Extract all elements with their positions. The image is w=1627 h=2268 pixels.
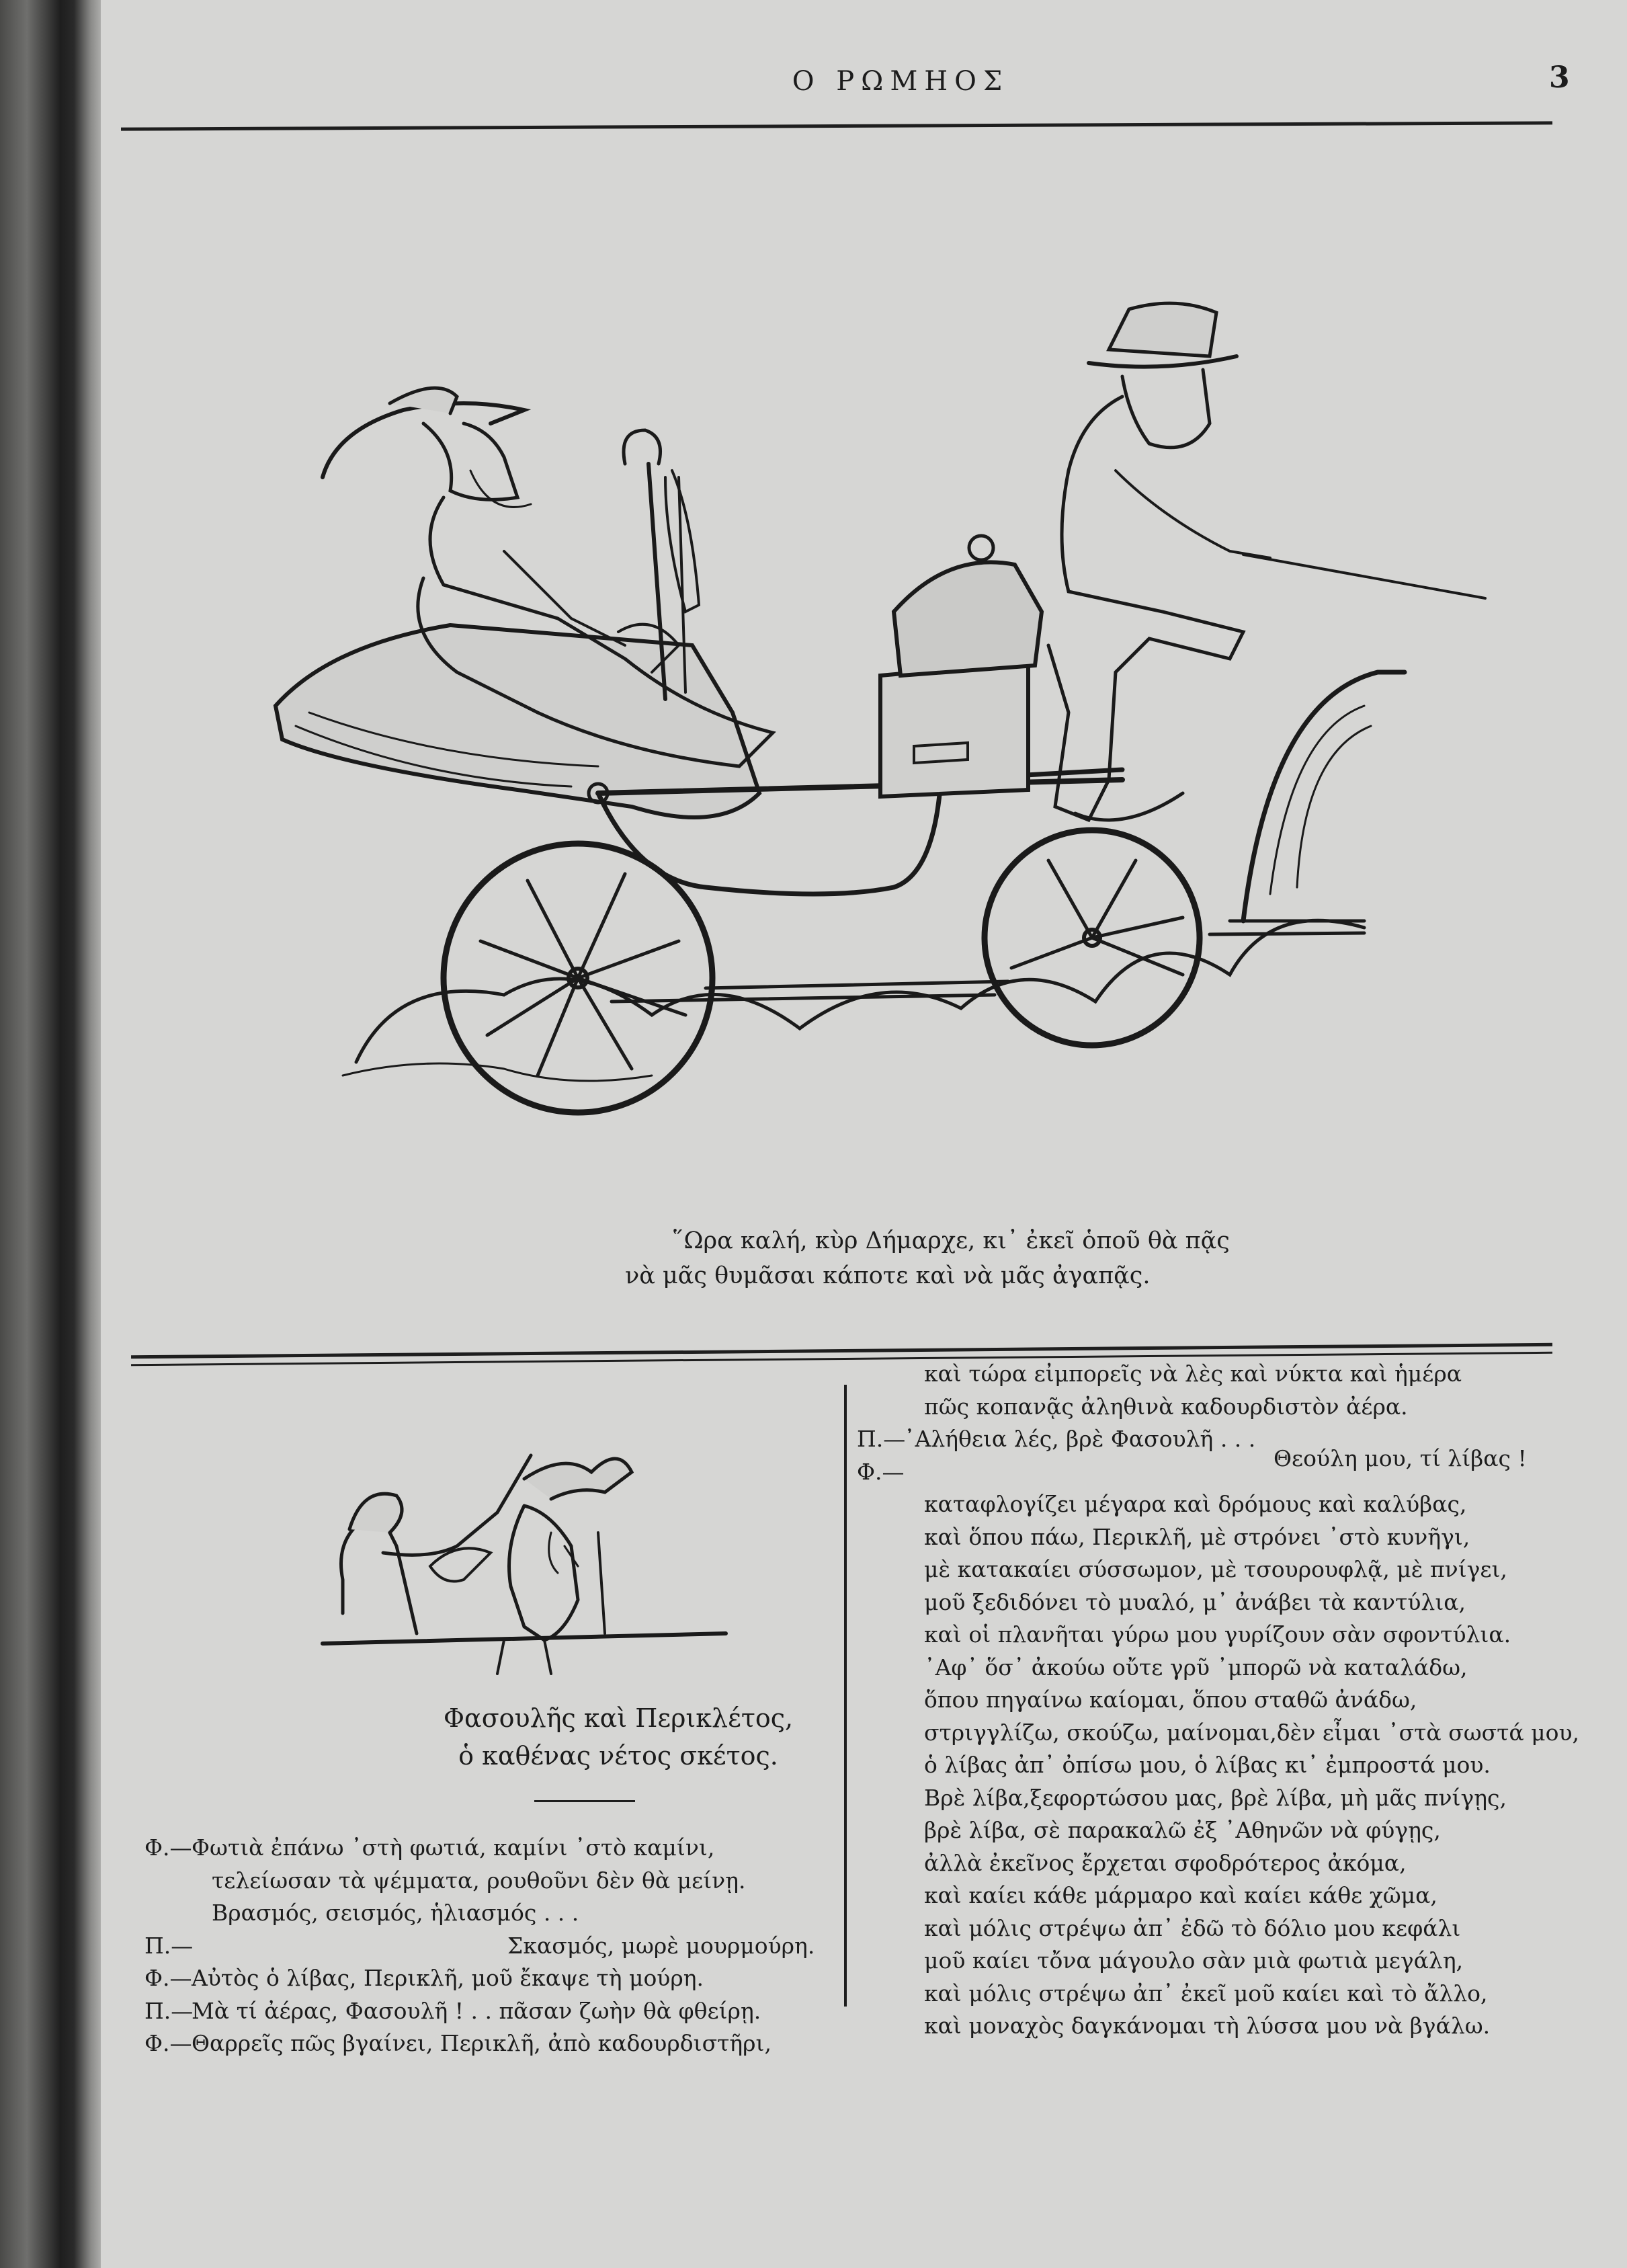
dialogue-line <box>857 2010 1583 2043</box>
dialogue-line <box>144 1962 837 1995</box>
dialogue-line <box>857 1978 1583 2011</box>
line-text: Βρὲ λίβα,ξεφορτώσου μας, βρὲ λίβα, μὴ μᾶς πνίγῃς, <box>924 1784 1507 1811</box>
dialogue-line <box>857 1445 1583 1489</box>
dialogue-line <box>857 1553 1583 1586</box>
line-text: Αὐτὸς ὁ λίβας, Περικλῆ, μοῦ ἔκαψε τὴ μούρη. <box>192 1965 704 1991</box>
speaker-label: Π.— <box>144 1932 194 1959</box>
line-text: τελείωσαν τὰ ψέμματα, ρουθοῦνι δὲν θὰ μείνῃ. <box>212 1867 746 1894</box>
newspaper-page <box>101 0 1627 2268</box>
dialogue-line <box>857 1358 1583 1391</box>
line-text: καὶ μόλις στρέψω ἀπ᾿ ἐδῶ τὸ δόλιο μου κεφάλι <box>924 1914 1461 1941</box>
line-text: στριγγλίζω, σκούζω, μαίνομαι,δὲν εἶμαι ᾿στὰ σωστά μου, <box>924 1719 1580 1746</box>
dialogue-line <box>857 1488 1583 1521</box>
caption-line-1: ῞Ωρα καλή, κὺρ Δήμαρχε, κι᾿ ἐκεῖ ὁποῦ θὰ πᾷς <box>672 1227 1230 1254</box>
line-text: Φωτιὰ ἐπάνω ᾿στὴ φωτιά, καμίνι ᾿στὸ καμίνι, <box>192 1834 715 1861</box>
line-text: ᾿Αφ᾿ ὅσ᾿ ἀκούω οὔτε γρῦ ᾿μπορῶ νὰ καταλάδω, <box>924 1654 1468 1680</box>
line-text: ἀλλὰ ἐκεῖνος ἔρχεται σφοδρότερος ἀκόμα, <box>924 1849 1407 1876</box>
line-text: Μὰ τί ἀέρας, Φασουλῆ ! . . πᾶσαν ζωὴν θὰ φθείρῃ. <box>192 1997 761 2024</box>
dialogue-line <box>857 1521 1583 1554</box>
binding-shadow <box>0 0 108 2268</box>
dialogue-line <box>144 1995 837 2028</box>
speaker-label: Φ.— <box>144 1965 192 1991</box>
line-text: καὶ καίει κάθε μάρμαρο καὶ καίει κάθε χῶμα, <box>924 1882 1437 1908</box>
dialogue-line <box>857 1782 1583 1815</box>
dialogue-line <box>857 1391 1583 1424</box>
header-rule <box>121 121 1552 130</box>
line-text: ὁ λίβας ἀπ᾿ ὀπίσω μου, ὁ λίβας κι᾿ ἐμπροστά μου. <box>924 1752 1491 1778</box>
speaker-label: Φ.— <box>144 1834 192 1861</box>
dialogue-line <box>857 1619 1583 1652</box>
dialogue-line <box>857 1749 1583 1782</box>
dialogue-line <box>144 1930 837 1963</box>
speaker-label: Φ.— <box>144 2030 192 2056</box>
dialogue-line <box>857 1652 1583 1685</box>
line-text: μοῦ καίει τὄνα μάγουλο σὰν μιὰ φωτιὰ μεγάλη, <box>924 1947 1464 1974</box>
line-text: βρὲ λίβα, σὲ παρακαλῶ ἐξ ᾿Αθηνῶν νὰ φύγῃς, <box>924 1817 1441 1843</box>
line-text: καὶ μόλις στρέψω ἀπ᾿ ἐκεῖ μοῦ καίει καὶ τὸ ἄλλο, <box>924 1980 1488 2007</box>
column-divider <box>844 1385 847 2007</box>
dialogue-line <box>857 1879 1583 1912</box>
title-underline <box>534 1800 635 1802</box>
line-text: Θαρρεῖς πῶς βγαίνει, Περικλῆ, ἀπὸ καδουρδιστῆρι, <box>192 2030 771 2056</box>
fasoulis-perikletos-cartoon <box>323 1412 739 1680</box>
right-column <box>857 1358 1583 2043</box>
dialogue-line <box>144 1897 837 1930</box>
line-text: καὶ ὅπου πάω, Περικλῆ, μὲ στρόνει ᾿στὸ κυνῆγι, <box>924 1523 1470 1550</box>
line-text: καὶ οἱ πλανῆται γύρω μου γυρίζουν σὰν σφοντύλια. <box>924 1621 1511 1648</box>
line-text: μὲ κατακαίει σύσσωμον, μὲ τσουρουφλᾷ, μὲ πνίγει, <box>924 1556 1507 1582</box>
dialogue-title-line-1: Φασουλῆς καὶ Περικλέτος, <box>443 1703 794 1733</box>
line-text: καταφλογίζει μέγαρα καὶ δρόμους καὶ καλύβας, <box>924 1491 1467 1517</box>
speaker-label: Π.— <box>144 1997 194 2024</box>
dialogue-title-line-2: ὁ καθένας νέτος σκέτος. <box>458 1741 778 1771</box>
dialogue-line <box>857 1684 1583 1717</box>
line-text: Σκασμός, μωρὲ μουρμούρη. <box>507 1932 815 1959</box>
dialogue-line <box>857 1814 1583 1847</box>
page-number: 3 <box>1549 60 1570 95</box>
line-text: μοῦ ξεδιδόνει τὸ μυαλό, μ᾿ ἀνάβει τὰ καντύλια, <box>924 1588 1466 1615</box>
line-text: καὶ μοναχὸς δαγκάνομαι τὴ λύσσα μου νὰ βγάλω. <box>924 2013 1491 2039</box>
line-text: Θεούλη μου, τί λίβας ! <box>1274 1445 1527 1471</box>
section-rule-top <box>131 1343 1552 1359</box>
dialogue-line <box>144 1865 837 1898</box>
dialogue-line <box>857 1586 1583 1619</box>
line-text: ὅπου πηγαίνω καίομαι, ὅπου σταθῶ ἀνάδω, <box>924 1687 1417 1713</box>
carriage-cartoon <box>222 296 1512 1129</box>
dialogue-line <box>857 1912 1583 1945</box>
speaker-label: Φ.— <box>857 1458 905 1485</box>
caption-line-2: νὰ μᾶς θυμᾶσαι κάποτε καὶ νὰ μᾶς ἀγαπᾷς. <box>625 1262 1151 1289</box>
dialogue-title <box>383 1699 853 1775</box>
line-text: ᾿Αλήθεια λές, βρὲ Φασουλῆ . . . <box>904 1426 1256 1452</box>
line-text: καὶ τώρα εἰμπορεῖς νὰ λὲς καὶ νύκτα καὶ ἡμέρα <box>924 1361 1462 1387</box>
dialogue-line <box>857 1847 1583 1880</box>
line-text: Βρασμός, σεισμός, ἡλιασμός . . . <box>212 1900 579 1926</box>
cartoon-caption <box>625 1223 1297 1293</box>
dialogue-line <box>857 1945 1583 1978</box>
line-text: πῶς κοπανᾷς ἀληθινὰ καδουρδιστὸν ἀέρα. <box>924 1393 1408 1420</box>
left-column <box>144 1832 837 2060</box>
dialogue-line <box>144 2027 837 2060</box>
speaker-label: Π.— <box>857 1426 906 1452</box>
dialogue-line <box>144 1832 837 1865</box>
dialogue-line <box>857 1717 1583 1750</box>
masthead-title: Ο ΡΩΜΗΟΣ <box>792 66 1009 97</box>
